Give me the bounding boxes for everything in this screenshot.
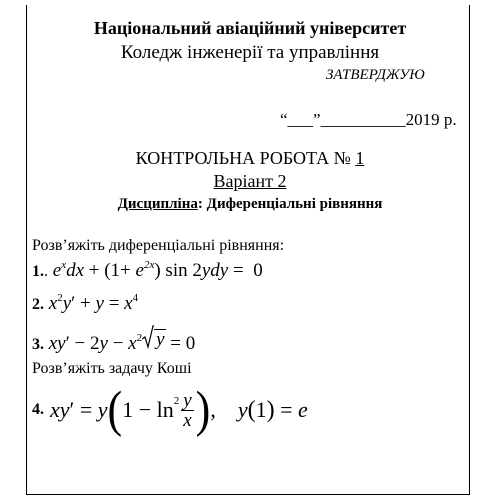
title-text: КОНТРОЛЬНА РОБОТА №: [135, 148, 356, 168]
date-year: 2019 р.: [405, 110, 457, 129]
discipline: [0, 196, 500, 213]
sqrt-sign: y: [142, 325, 165, 349]
problem-4-number: 4.: [32, 401, 44, 418]
instruction-de: Розв’яжіть диференціальні рівняння:: [32, 237, 285, 254]
university-name: Національний авіаційний університет: [93, 18, 407, 38]
instruction-cauchy: Розв’яжіть задачу Коші: [32, 360, 192, 377]
problem-1: 1.. $e^xdx + (1+ e^{2x})$ sin 2ydy = 0: [32, 259, 263, 281]
variant-label: Варіант 2: [213, 171, 287, 191]
problem-2-number: 2.: [32, 296, 44, 313]
problem-1-number: 1.: [32, 263, 44, 280]
problem-3-number: 3.: [32, 336, 44, 353]
discipline-value: : Диференціальні рівняння: [197, 196, 383, 212]
approval-date: [280, 110, 457, 130]
date-blank: “___”__________: [280, 110, 406, 129]
problem-3: 3. $xy' - 2y - x^2$ y = 0: [32, 325, 195, 355]
problem-4: 4. xy ′ = y ( 1 − ln 2 $\frac{y}{x}$ ) , y ( 1 ) = e: [32, 381, 308, 438]
fraction-y-over-x: $\frac{y}{x}$: [183, 389, 192, 431]
discipline-label: Дисципліна: [117, 196, 198, 212]
college-name: Коледж інженерії та управління: [120, 42, 380, 63]
page-title: [0, 148, 500, 169]
problem-2: 2. $x^2y' + y = x^4$: [32, 292, 139, 314]
title-number: 1: [355, 148, 365, 168]
approve-label: ЗАТВЕРДЖУЮ: [326, 67, 425, 83]
